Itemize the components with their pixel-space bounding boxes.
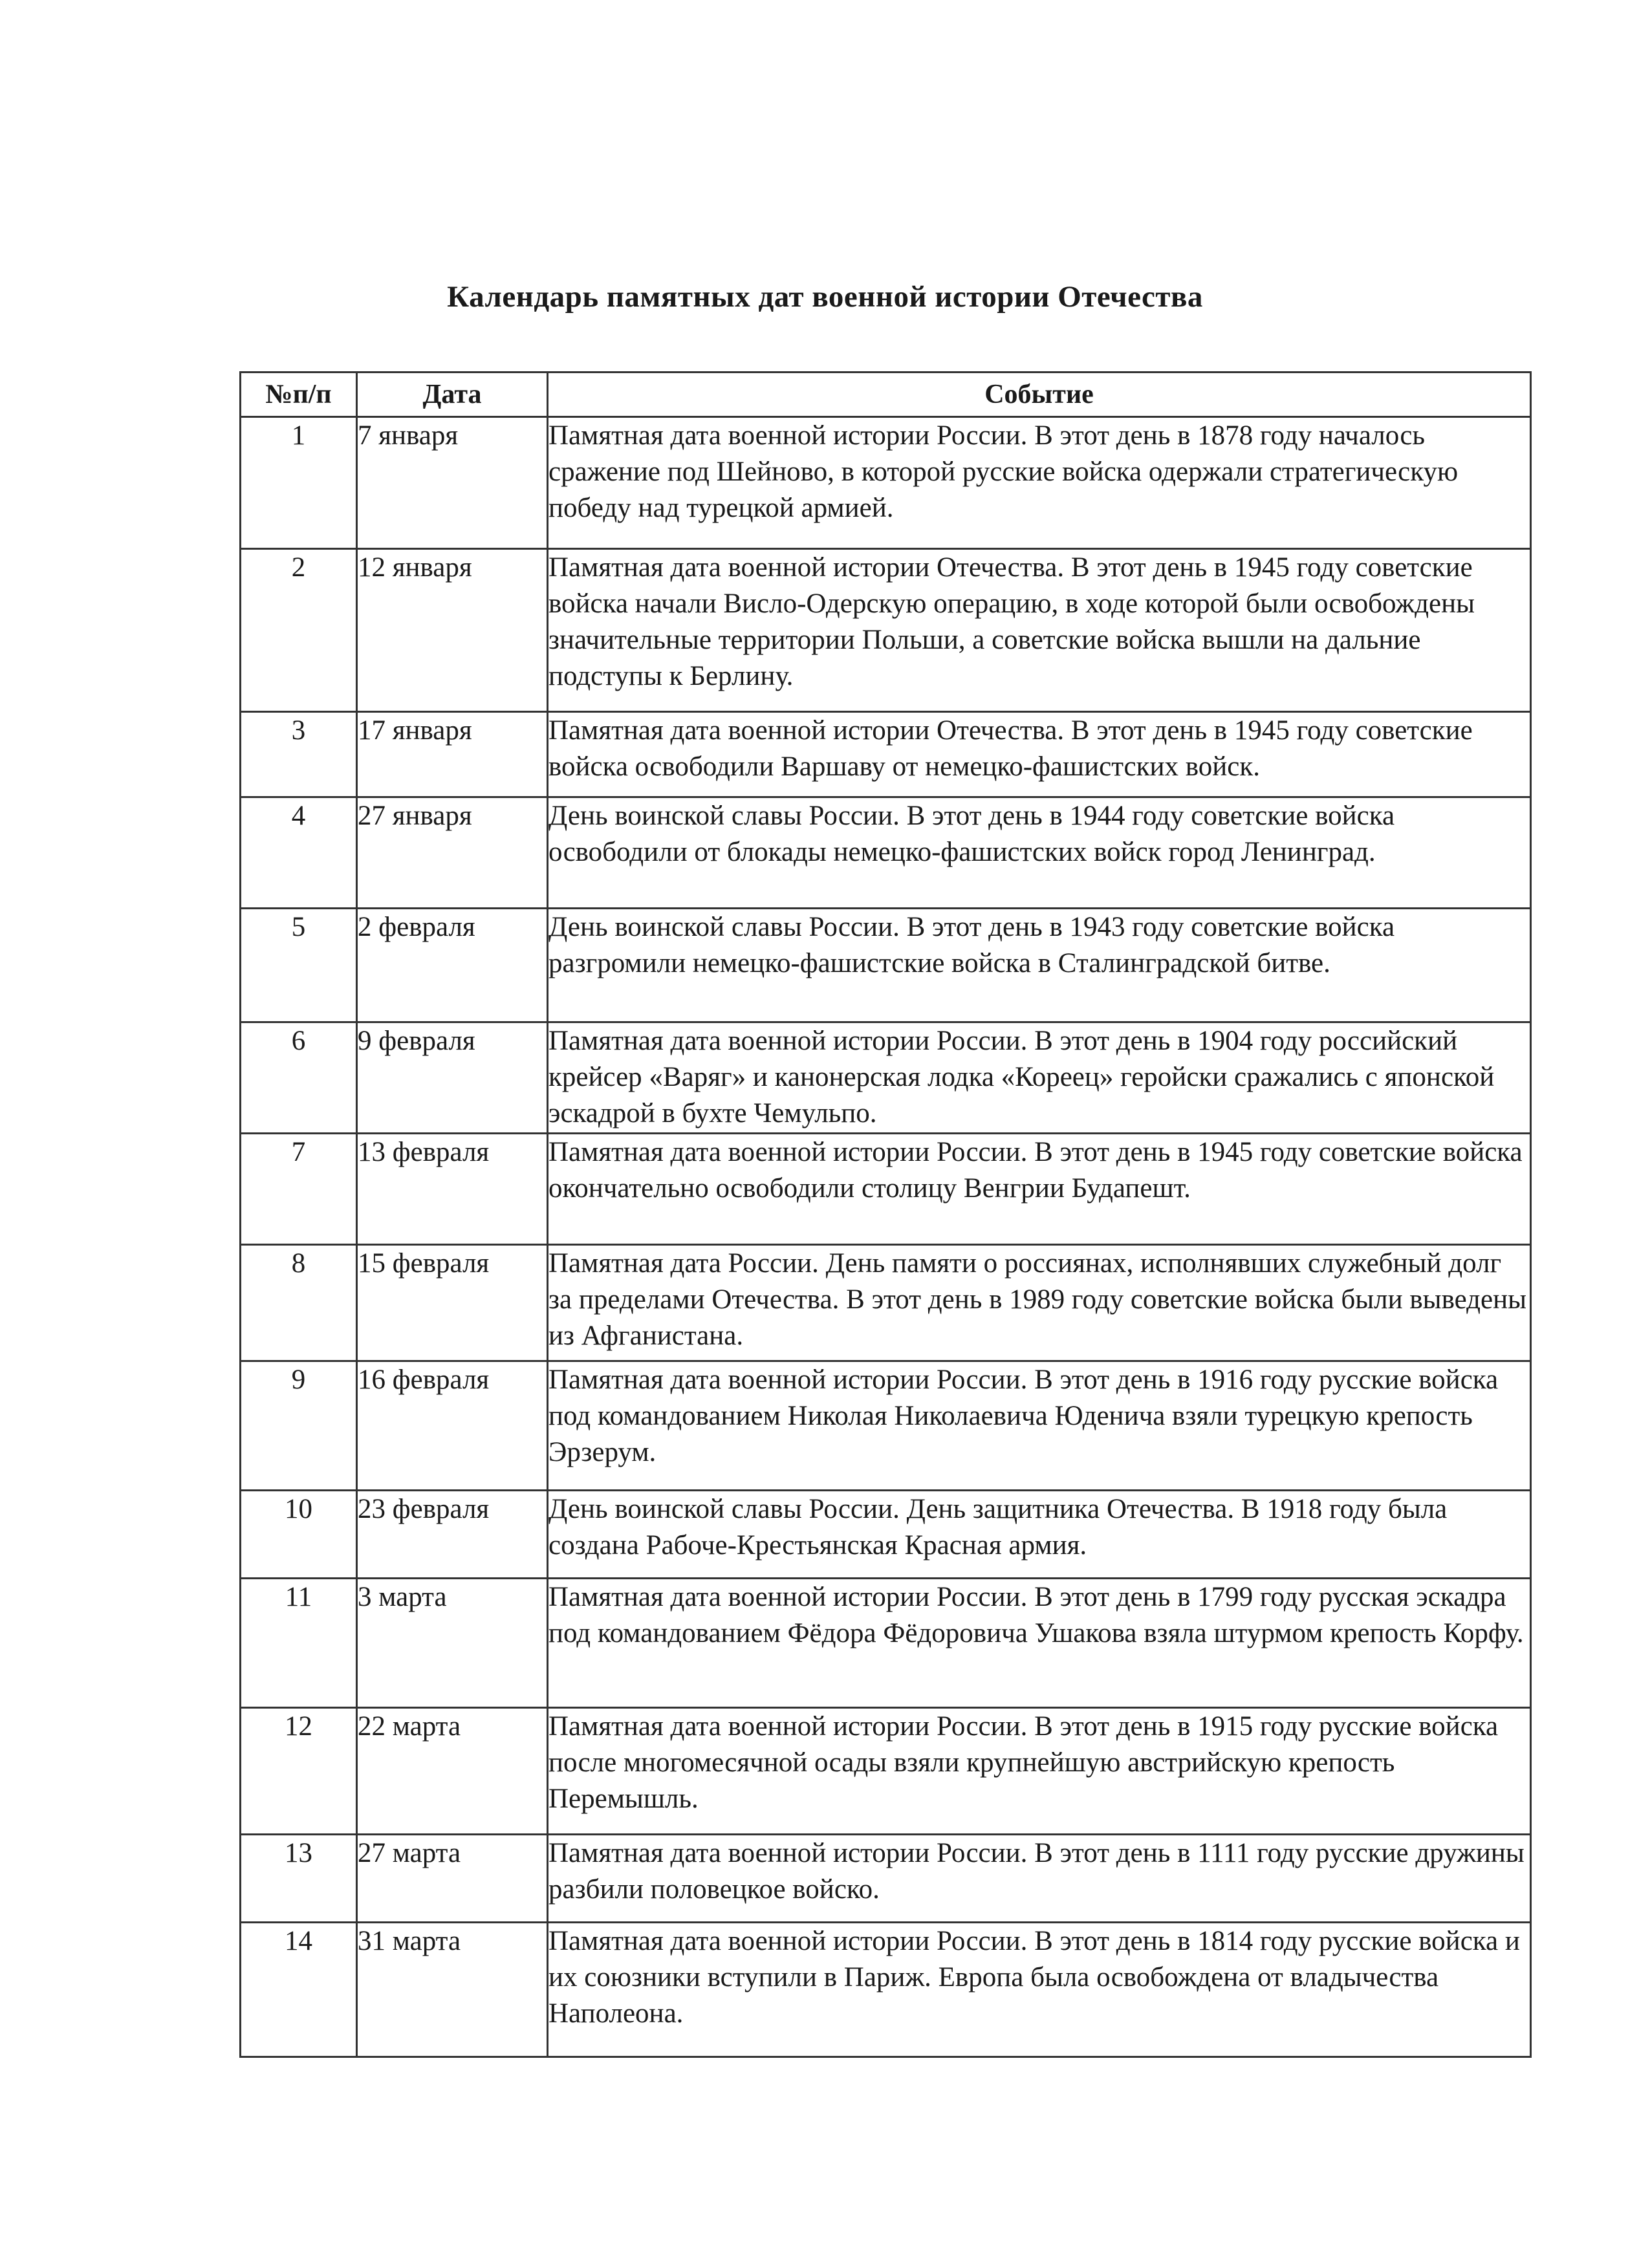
row-date: 17 января [357,712,548,797]
table-header-row [241,373,1531,417]
row-number: 3 [241,712,357,797]
row-event: День воинской славы России. День защитника Отечества. В 1918 году была создана Рабоче-Крестьянская Красная армия. [548,1491,1531,1579]
table-row [241,417,1531,549]
row-event: День воинской славы России. В этот день в 1943 году советские войска разгромили немецко-фашистские войска в Сталинградской битве. [548,909,1531,1022]
page-title: Календарь памятных дат военной истории Отечества [447,280,1203,314]
header-date: Дата [357,373,548,417]
table-row [241,549,1531,712]
row-event: Памятная дата России. День памяти о россиянах, исполнявших служебный долг за пределами Отечества. В этот день в 1989 году советские войска были выведены из Афганистана. [548,1245,1531,1361]
table-row [241,1134,1531,1245]
row-number: 4 [241,797,357,909]
table-row [241,1245,1531,1361]
row-number: 14 [241,1923,357,2057]
row-date: 27 марта [357,1835,548,1923]
row-event: Памятная дата военной истории Отечества. В этот день в 1945 году советские войска освободили Варшаву от немецко-фашистских войск. [548,712,1531,797]
row-date: 23 февраля [357,1491,548,1579]
table-row [241,909,1531,1022]
table-row [241,1579,1531,1708]
row-number: 9 [241,1361,357,1491]
row-event: День воинской славы России. В этот день в 1944 году советские войска освободили от блокады немецко-фашистских войск город Ленинград. [548,797,1531,909]
table-row [241,1835,1531,1923]
row-number: 1 [241,417,357,549]
row-event: Памятная дата военной истории России. В этот день в 1915 году русские войска после многомесячной осады взяли крупнейшую австрийскую крепость Перемышль. [548,1708,1531,1835]
header-event: Событие [548,373,1531,417]
row-number: 7 [241,1134,357,1245]
row-number: 8 [241,1245,357,1361]
row-date: 22 марта [357,1708,548,1835]
row-date: 2 февраля [357,909,548,1022]
row-number: 13 [241,1835,357,1923]
table-row [241,1022,1531,1134]
table-row [241,1361,1531,1491]
row-date: 13 февраля [357,1134,548,1245]
row-date: 12 января [357,549,548,712]
row-event: Памятная дата военной истории России. В этот день в 1799 году русская эскадра под командованием Фёдора Фёдоровича Ушакова взяла штурмом крепость Корфу. [548,1579,1531,1708]
row-number: 6 [241,1022,357,1134]
row-number: 11 [241,1579,357,1708]
row-number: 10 [241,1491,357,1579]
row-date: 7 января [357,417,548,549]
table-row [241,1491,1531,1579]
table-row [241,1923,1531,2057]
row-event: Памятная дата военной истории России. В этот день в 1878 году началось сражение под Шейново, в которой русские войска одержали стратегическую победу над турецкой армией. [548,417,1531,549]
row-date: 9 февраля [357,1022,548,1134]
row-number: 12 [241,1708,357,1835]
row-event: Памятная дата военной истории Отечества. В этот день в 1945 году советские войска начали Висло-Одерскую операцию, в ходе которой были освобождены значительные территории Польши, а советские войска вышли на дальние подступы к Берлину. [548,549,1531,712]
row-event: Памятная дата военной истории России. В этот день в 1916 году русские войска под командованием Николая Николаевича Юденича взяли турецкую крепость Эрзерум. [548,1361,1531,1491]
table-row [241,797,1531,909]
row-event: Памятная дата военной истории России. В этот день в 1904 году российский крейсер «Варяг» и канонерская лодка «Кореец» геройски сражались с японской эскадрой в бухте Чемульпо. [548,1022,1531,1134]
row-event: Памятная дата военной истории России. В этот день в 1814 году русские войска и их союзники вступили в Париж. Европа была освобождена от владычества Наполеона. [548,1923,1531,2057]
dates-table [239,371,1532,2058]
row-date: 15 февраля [357,1245,548,1361]
table-row [241,712,1531,797]
row-date: 27 января [357,797,548,909]
row-date: 31 марта [357,1923,548,2057]
row-number: 2 [241,549,357,712]
row-date: 16 февраля [357,1361,548,1491]
row-date: 3 марта [357,1579,548,1708]
table-row [241,1708,1531,1835]
row-event: Памятная дата военной истории России. В этот день в 1945 году советские войска окончательно освободили столицу Венгрии Будапешт. [548,1134,1531,1245]
header-number: №п/п [241,373,357,417]
row-number: 5 [241,909,357,1022]
row-event: Памятная дата военной истории России. В этот день в 1111 году русские дружины разбили половецкое войско. [548,1835,1531,1923]
